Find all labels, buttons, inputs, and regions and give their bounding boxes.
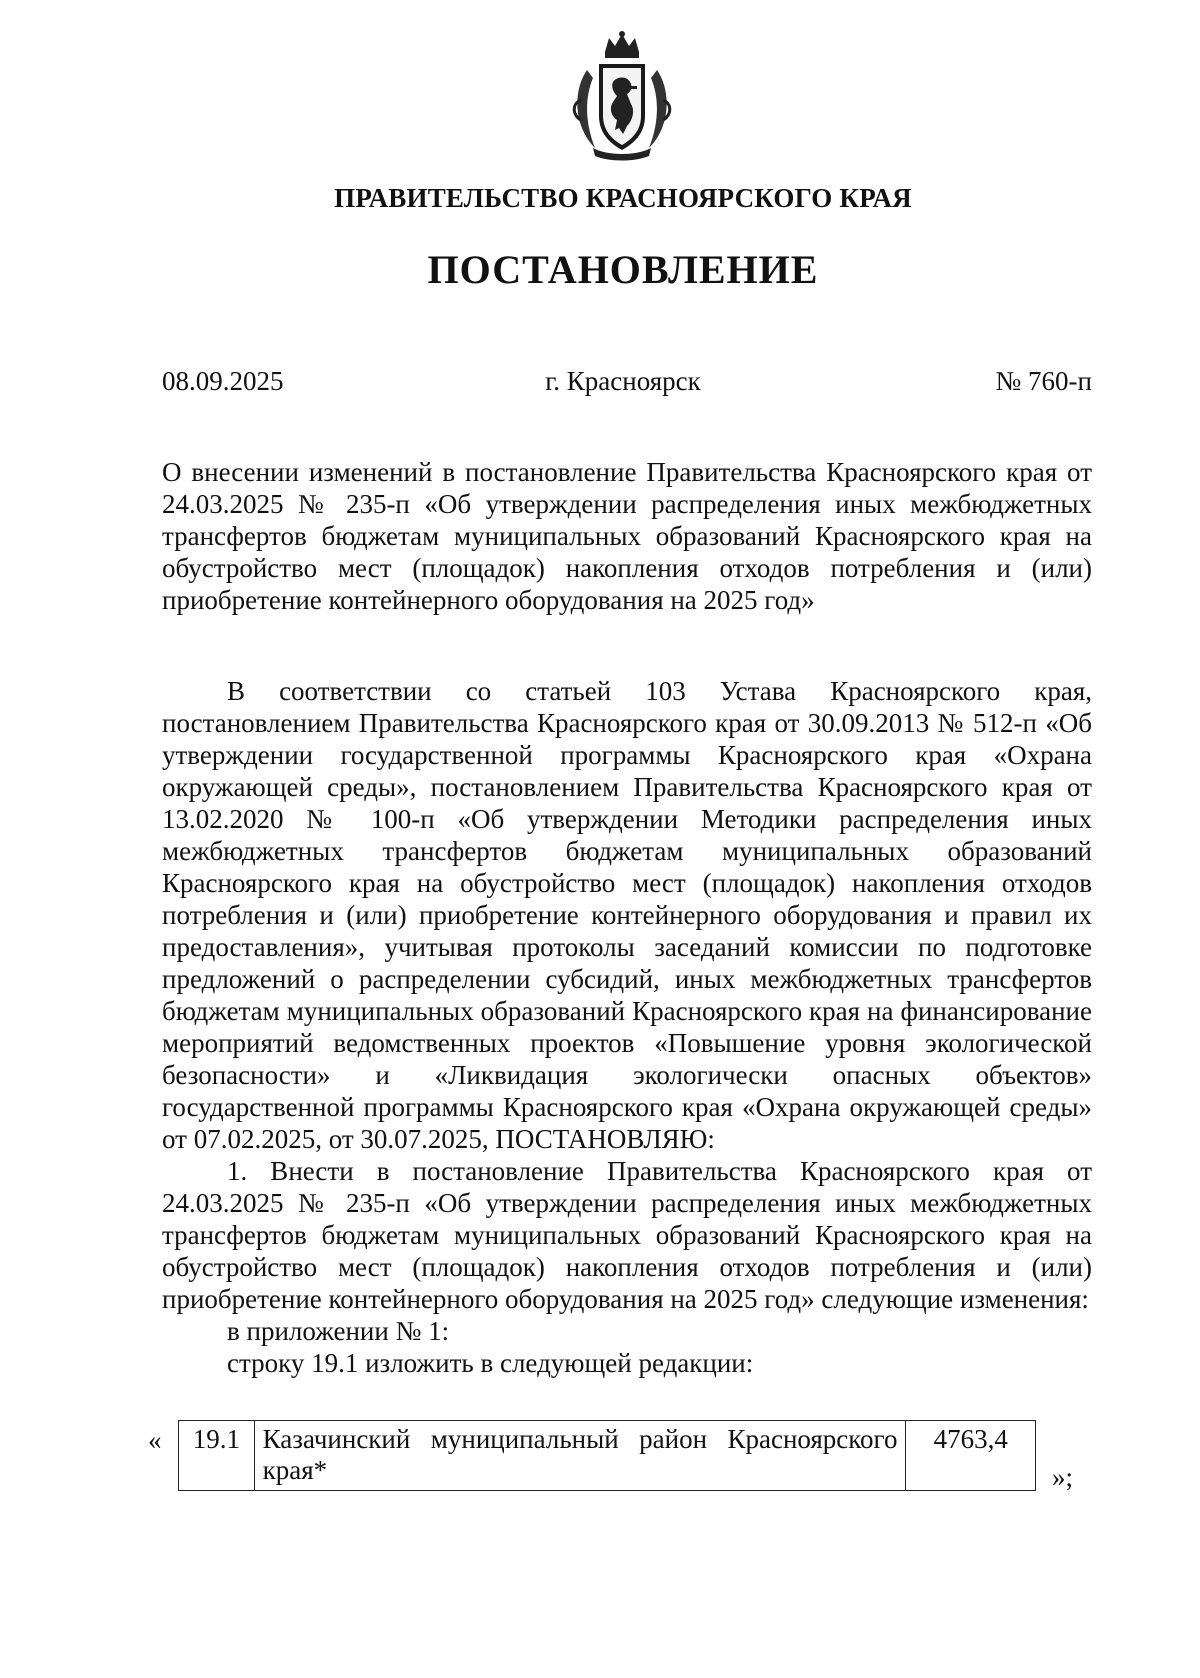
document-body	[162, 675, 1092, 1379]
amendment-table	[178, 1420, 1036, 1491]
appendix-line: в приложении № 1:	[227, 1316, 450, 1346]
row-number-cell: 19.1	[179, 1421, 255, 1491]
heading-text: О внесении изменений в постановление Правительства Красноярского края от 24.03.2025 № 235-п «Об утверждении распределения иных межбюджетных трансфертов бюджетам муниципальных образований Красноярского края на обустройство мест (площадок) накопления отходов потребления и (или) приобретение контейнерного оборудования на 2025 год»	[162, 457, 1092, 615]
row-instruction-line: строку 19.1 изложить в следующей редакции:	[227, 1348, 754, 1378]
item-1-paragraph: 1. Внести в постановление Правительства Красноярского края от 24.03.2025 № 235-п «Об утверждении распределения иных межбюджетных трансфертов бюджетам муниципальных образований Красноярского края на обустройство мест (площадок) накопления отходов потребления и (или) приобретение контейнерного оборудования на 2025 год» следующие изменения:	[162, 1156, 1092, 1314]
government-name: ПРАВИТЕЛЬСТВО КРАСНОЯРСКОГО КРАЯ	[334, 183, 912, 213]
row-value-cell: 4763,4	[906, 1421, 1036, 1491]
row-name-cell: Казачинский муниципальный район Красноярского края*	[254, 1421, 906, 1491]
coat-of-arms-emblem	[567, 30, 677, 162]
document-type-title: ПОСТАНОВЛЕНИЕ	[427, 247, 819, 292]
document-heading	[162, 456, 1092, 616]
table-close-quote: »;	[1052, 1462, 1074, 1492]
table-open-quote: «	[148, 1425, 162, 1455]
document-city: г. Красноярск	[545, 366, 701, 396]
document-number: № 760-п	[995, 366, 1092, 396]
table-row	[179, 1421, 1036, 1491]
preamble-paragraph: В соответствии со статьей 103 Устава Красноярского края, постановлением Правительства Красноярского края от 30.09.2013 № 512-п «Об утверждении государственной программы Красноярского края «Охрана окружающей среды», постановлением Правительства Красноярского края от 13.02.2020 № 100-п «Об утверждении Методики распределения иных межбюджетных трансфертов бюджетам муниципальных образований Красноярского края на обустройство мест (площадок) накопления отходов потребления и (или) приобретение контейнерного оборудования и правил их предоставления», учитывая протоколы заседаний комиссии по подготовке предложений о распределении субсидий, иных межбюджетных трансфертов бюджетам муниципальных образований Красноярского края на финансирование мероприятий ведомственных проектов «Повышение уровня экологической безопасности» и «Ликвидация экологически опасных объектов» государственной программы Красноярского края «Охрана окружающей среды» от 07.02.2025, от 30.07.2025, ПОСТАНОВЛЯЮ:	[162, 676, 1092, 1154]
document-date: 08.09.2025	[162, 366, 284, 396]
